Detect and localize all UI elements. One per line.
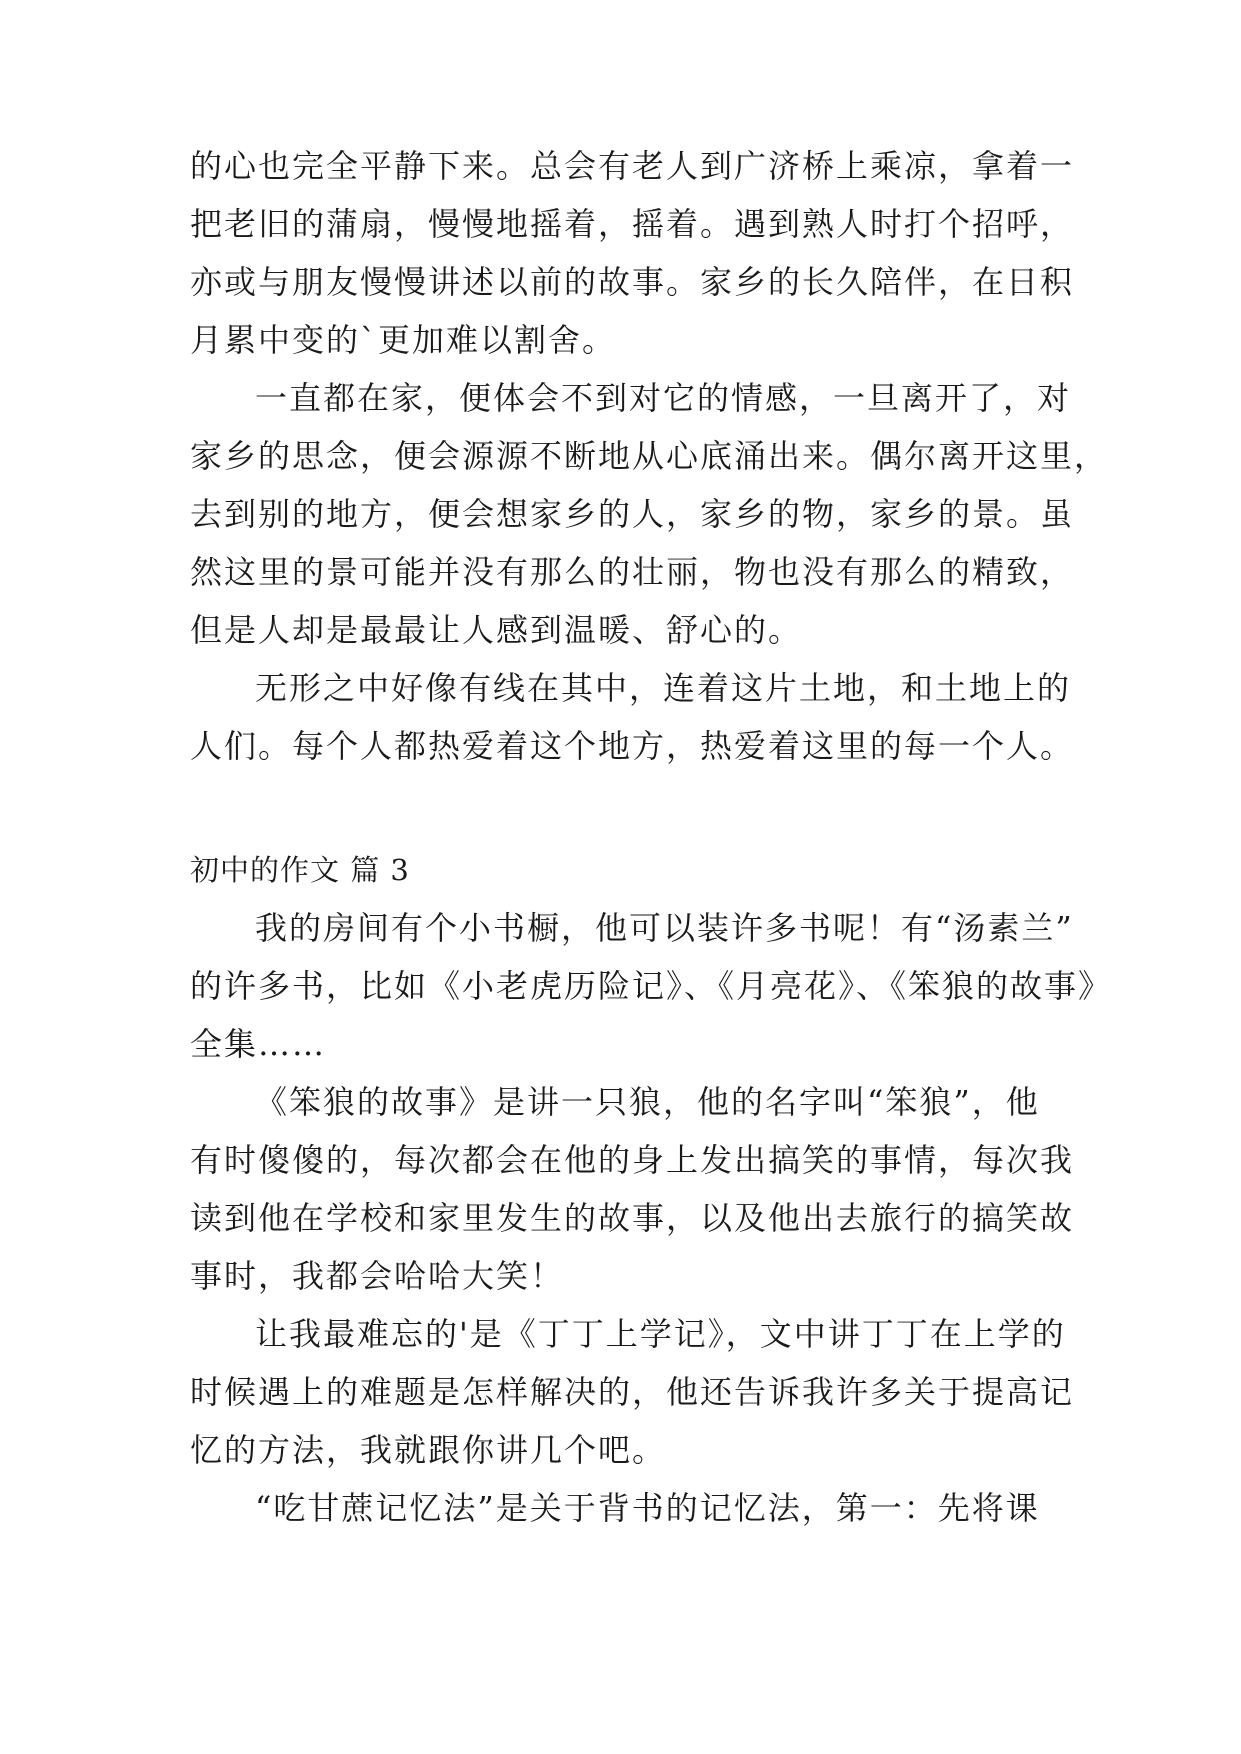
text-line: 的心也完全平静下来。总会有老人到广济桥上乘凉，拿着一: [190, 147, 1075, 185]
text-line: 家乡的思念，便会源源不断地从心底涌出来。偶尔离开这里，: [190, 437, 1109, 475]
paragraph-first-line: 我的房间有个小书橱，他可以装许多书呢！有“汤素兰”: [255, 909, 1074, 947]
text-line: 然这里的景可能并没有那么的壮丽，物也没有那么的精致，: [190, 553, 1075, 591]
text-line: 亦或与朋友慢慢讲述以前的故事。家乡的长久陪伴，在日积: [190, 263, 1075, 301]
text-line: 去到别的地方，便会想家乡的人，家乡的物，家乡的景。虽: [190, 495, 1075, 533]
paragraph-first-line: 《笨狼的故事》是讲一只狼，他的名字叫“笨狼”，他: [255, 1083, 1040, 1121]
text-line: 读到他在学校和家里发生的故事，以及他出去旅行的搞笑故: [190, 1199, 1075, 1237]
section-heading: 初中的作文 篇 3: [190, 853, 410, 887]
text-line: 全集……: [190, 1025, 327, 1063]
text-line: 的许多书，比如《小老虎历险记》、《月亮花》、《笨狼的故事》: [190, 967, 1113, 1005]
text-line: 时候遇上的难题是怎样解决的，他还告诉我许多关于提高记: [190, 1373, 1075, 1411]
text-line: 月累中变的`更加难以割舍。: [190, 321, 617, 359]
text-line: 事时，我都会哈哈大笑！: [190, 1257, 565, 1295]
paragraph-first-line: “吃甘蔗记忆法”是关于背书的记忆法，第一：先将课: [255, 1489, 1040, 1527]
text-line: 人们。每个人都热爱着这个地方，热爱着这里的每一个人。: [190, 727, 1075, 765]
text-line: 但是人却是最最让人感到温暖、舒心的。: [190, 611, 803, 649]
paragraph-first-line: 一直都在家，便体会不到对它的情感，一旦离开了，对: [255, 379, 1072, 417]
text-line: 忆的方法，我就跟你讲几个吧。: [190, 1431, 667, 1469]
text-line: 把老旧的蒲扇，慢慢地摇着，摇着。遇到熟人时打个招呼，: [190, 205, 1075, 243]
text-line: 有时傻傻的，每次都会在他的身上发出搞笑的事情，每次我: [190, 1141, 1075, 1179]
paragraph-first-line: 让我最难忘的'是《丁丁上学记》，文中讲丁丁在上学的: [255, 1315, 1066, 1353]
paragraph-first-line: 无形之中好像有线在其中，连着这片土地，和土地上的: [255, 669, 1072, 707]
